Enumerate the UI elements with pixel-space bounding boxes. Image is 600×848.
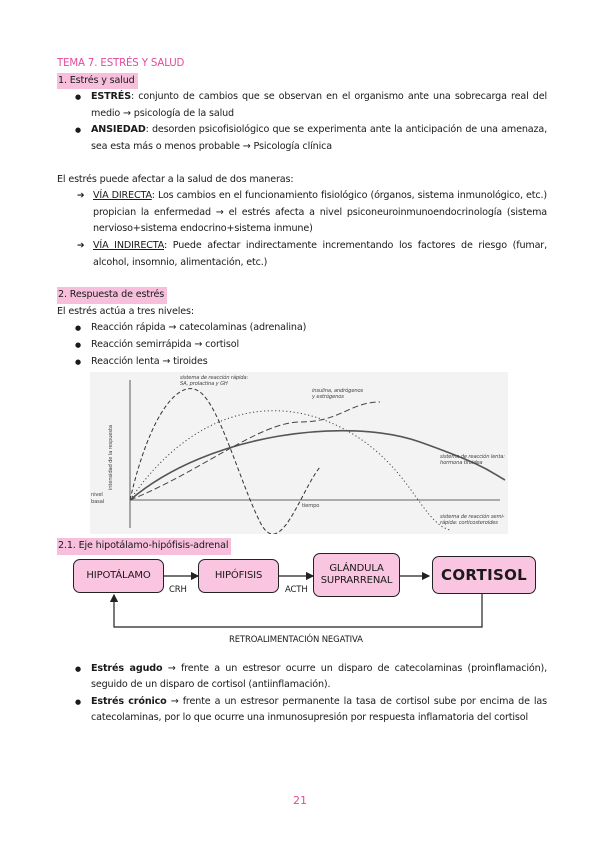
page-content xyxy=(57,56,547,727)
semi-rapid-label: sistema de reacción semi- xyxy=(440,514,505,521)
way-text: : Los cambios en el funcionamiento fisiológico (órganos, sistema inmunológico, etc.) propician la enfermedad → el estrés afecta a nivel psiconeuroinmunoendocrinología (sistema nervioso+sistema endocrino+sistema inmune) xyxy=(93,190,547,235)
definition-text: : desorden psicofisiológico que se experimenta ante la anticipación de una amenaza, sea esta más o menos probable → Psicología clínica xyxy=(91,124,547,152)
acth-label: ACTH xyxy=(285,584,308,595)
insulin-label: insulina, andrógenos xyxy=(312,388,364,395)
semi-rapid-label-2: rápida: corticosteroides xyxy=(440,520,498,527)
list-item xyxy=(75,694,547,727)
section-2-heading: 2. Respuesta de estrés xyxy=(57,287,167,304)
insulin-label-2: y estrógenos xyxy=(312,394,344,401)
box-label: HIPÓFISIS xyxy=(214,569,263,581)
list-item xyxy=(75,89,547,122)
definition-text: : conjunto de cambios que se observan en el organismo ante una sobrecarga real del medio → psicología de la salud xyxy=(91,91,547,119)
definitions-list xyxy=(75,89,547,155)
box-glandula-suprarrenal xyxy=(313,553,400,597)
item-text: → frente a un estresor ocurre un disparo de catecolaminas (proinflamación), seguido de un disparo de cortisol (antiinflamación). xyxy=(91,662,547,691)
hpa-axis-diagram xyxy=(57,559,547,659)
x-axis-label: tiempo xyxy=(302,503,320,510)
list-item: ● Reacción rápida → catecolaminas (adrenalina) xyxy=(75,320,547,337)
levels-list xyxy=(75,320,547,370)
slow-reaction-label: sistema de reacción lenta: xyxy=(440,454,505,461)
fast-reaction-label-2: SA, prolactina y GH xyxy=(180,381,228,388)
fast-reaction-label: sistema de reacción rápida: xyxy=(180,375,249,382)
term-estres-agudo: Estrés agudo xyxy=(91,662,163,674)
term-via-directa: VÍA DIRECTA xyxy=(93,190,152,202)
term-ansiedad: ANSIEDAD xyxy=(91,124,146,136)
list-item xyxy=(77,188,547,238)
list-item xyxy=(75,122,547,155)
box-label: GLÁNDULA xyxy=(329,562,384,574)
baseline-label-2: basal xyxy=(91,499,105,506)
list-item xyxy=(75,661,547,694)
graph-svg xyxy=(90,372,508,534)
term-via-indirecta: VÍA INDIRECTA xyxy=(93,239,164,251)
list-item: ● Reacción semirrápida → cortisol xyxy=(75,337,547,354)
list-item xyxy=(77,238,547,271)
levels-intro: El estrés actúa a tres niveles: xyxy=(57,305,194,317)
crh-label: CRH xyxy=(169,584,187,595)
box-label: SUPRARRENAL xyxy=(320,574,393,586)
feedback-label: RETROALIMENTACIÓN NEGATIVA xyxy=(229,634,363,645)
section-2-1-heading: 2.1. Eje hipotálamo-hipófisis-adrenal xyxy=(57,538,231,555)
stress-types-list xyxy=(75,661,547,727)
ways-list xyxy=(77,188,547,271)
y-axis-label: intensidad de la respuesta xyxy=(108,425,114,491)
item-text: → frente a un estresor permanente la tasa de cortisol sube por encima de las catecolaminas, por lo que ocurre una inmunosupresión por respuesta inflamatoria del cortisol xyxy=(91,695,548,724)
term-estres: ESTRÉS xyxy=(91,91,131,103)
section-1-heading: 1. Estrés y salud xyxy=(57,73,138,90)
insulin-curve xyxy=(130,402,380,500)
fast-reaction-curve xyxy=(130,389,320,534)
stress-response-graph xyxy=(90,372,508,534)
list-item: ● Reacción lenta → tiroides xyxy=(75,354,547,371)
slow-reaction-label-2: hormona tiroidea xyxy=(440,460,483,467)
ways-intro: El estrés puede afectar a la salud de dos maneras: xyxy=(57,173,294,185)
way-text: : Puede afectar indirectamente incrementando los factores de riesgo (fumar, alcohol, insomnio, alimentación, etc.) xyxy=(93,239,547,268)
box-hipofisis xyxy=(198,559,279,593)
semi-rapid-curve xyxy=(130,411,450,530)
baseline-label-1: nivel xyxy=(91,492,103,499)
box-label: CORTISOL xyxy=(441,565,527,584)
box-cortisol xyxy=(432,556,536,594)
box-hipotalamo xyxy=(73,559,164,593)
term-estres-cronico: Estrés crónico xyxy=(91,695,167,707)
page-title: TEMA 7. ESTRÉS Y SALUD xyxy=(57,58,185,69)
page-number: 21 xyxy=(293,794,307,807)
box-label: HIPOTÁLAMO xyxy=(86,569,151,581)
